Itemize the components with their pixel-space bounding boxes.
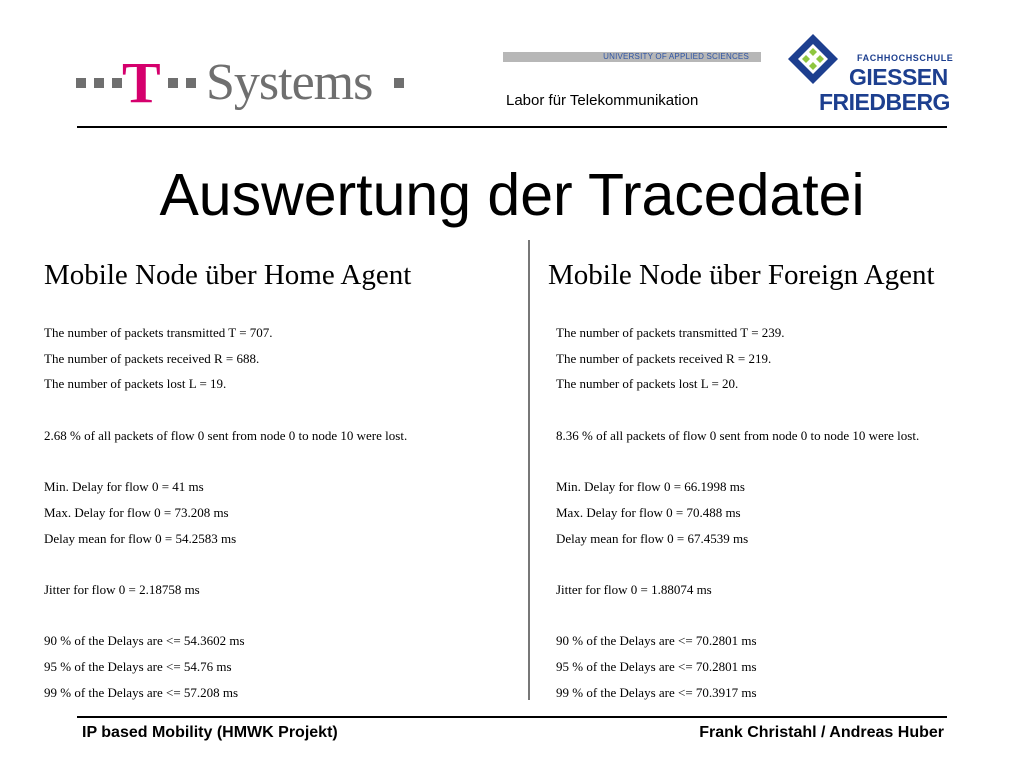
stat-line: The number of packets transmitted T = 707. bbox=[44, 325, 273, 340]
university-tagline: UNIVERSITY OF APPLIED SCIENCES bbox=[503, 52, 761, 62]
stat-line: Delay mean for flow 0 = 54.2583 ms bbox=[44, 530, 237, 546]
stat-line: 90 % of the Delays are <= 70.2801 ms bbox=[556, 633, 757, 649]
tsystems-wordmark: Systems bbox=[206, 54, 373, 111]
stat-line bbox=[556, 551, 919, 577]
fh-label-friedberg: FRIEDBERG bbox=[819, 89, 950, 115]
fh-label-giessen: GIESSEN bbox=[849, 64, 948, 90]
stat-line bbox=[44, 448, 407, 474]
tsystems-logo bbox=[72, 52, 408, 114]
stat-line: Min. Delay for flow 0 = 41 ms bbox=[44, 479, 204, 495]
stat-line: 99 % of the Delays are <= 70.3917 ms bbox=[556, 684, 757, 700]
stat-line: The number of packets received R = 219. bbox=[556, 350, 772, 366]
tsystems-t-letter: T bbox=[122, 50, 161, 115]
stat-line: The number of packets received R = 688. bbox=[44, 350, 260, 366]
logo-dot bbox=[394, 78, 404, 88]
stat-line bbox=[44, 397, 407, 423]
stat-line: 95 % of the Delays are <= 70.2801 ms bbox=[556, 658, 757, 674]
fh-giessen-friedberg-logo bbox=[787, 33, 954, 115]
logo-dot bbox=[186, 78, 196, 88]
footer-project: IP based Mobility (HMWK Projekt) bbox=[82, 724, 338, 741]
stat-line: Jitter for flow 0 = 1.88074 ms bbox=[556, 581, 712, 597]
stat-line bbox=[44, 603, 407, 629]
stat-line: Min. Delay for flow 0 = 66.1998 ms bbox=[556, 479, 745, 495]
left-stats-list bbox=[44, 320, 407, 705]
stat-line: 8.36 % of all packets of flow 0 sent from node 0 to node 10 were lost. bbox=[556, 427, 920, 443]
stat-line: The number of packets transmitted T = 239. bbox=[556, 325, 785, 340]
right-column-heading: Mobile Node über Foreign Agent bbox=[548, 259, 935, 291]
fh-label-small: FACHHOCHSCHULE bbox=[857, 53, 954, 63]
stat-line: 90 % of the Delays are <= 54.3602 ms bbox=[44, 633, 245, 649]
slide-title: Auswertung der Tracedatei bbox=[159, 162, 865, 228]
logo-dot bbox=[94, 78, 104, 88]
stat-line: Max. Delay for flow 0 = 70.488 ms bbox=[556, 504, 741, 520]
stat-line: 99 % of the Delays are <= 57.208 ms bbox=[44, 684, 239, 700]
stat-line: Delay mean for flow 0 = 67.4539 ms bbox=[556, 530, 749, 546]
logo-dot bbox=[168, 78, 178, 88]
left-column-heading: Mobile Node über Home Agent bbox=[44, 259, 412, 291]
stat-line: Jitter for flow 0 = 2.18758 ms bbox=[44, 581, 200, 597]
stat-line: 95 % of the Delays are <= 54.76 ms bbox=[44, 658, 232, 674]
header-rule bbox=[77, 126, 947, 128]
stat-line: The number of packets lost L = 19. bbox=[44, 376, 227, 392]
stat-line bbox=[556, 603, 919, 629]
stat-line: The number of packets lost L = 20. bbox=[556, 376, 739, 392]
right-stats-list bbox=[556, 320, 919, 705]
stat-line bbox=[556, 448, 919, 474]
column-divider bbox=[528, 240, 530, 700]
lab-name: Labor für Telekommunikation bbox=[506, 92, 699, 109]
footer-authors: Frank Christahl / Andreas Huber bbox=[699, 724, 944, 741]
stat-line bbox=[556, 397, 919, 423]
stat-line: Max. Delay for flow 0 = 73.208 ms bbox=[44, 504, 229, 520]
stat-line: 2.68 % of all packets of flow 0 sent from node 0 to node 10 were lost. bbox=[44, 427, 408, 443]
logo-dot bbox=[76, 78, 86, 88]
fh-diamond-icon bbox=[787, 33, 839, 85]
logo-dot bbox=[112, 78, 122, 88]
stat-line bbox=[44, 551, 407, 577]
footer-rule bbox=[77, 716, 947, 718]
